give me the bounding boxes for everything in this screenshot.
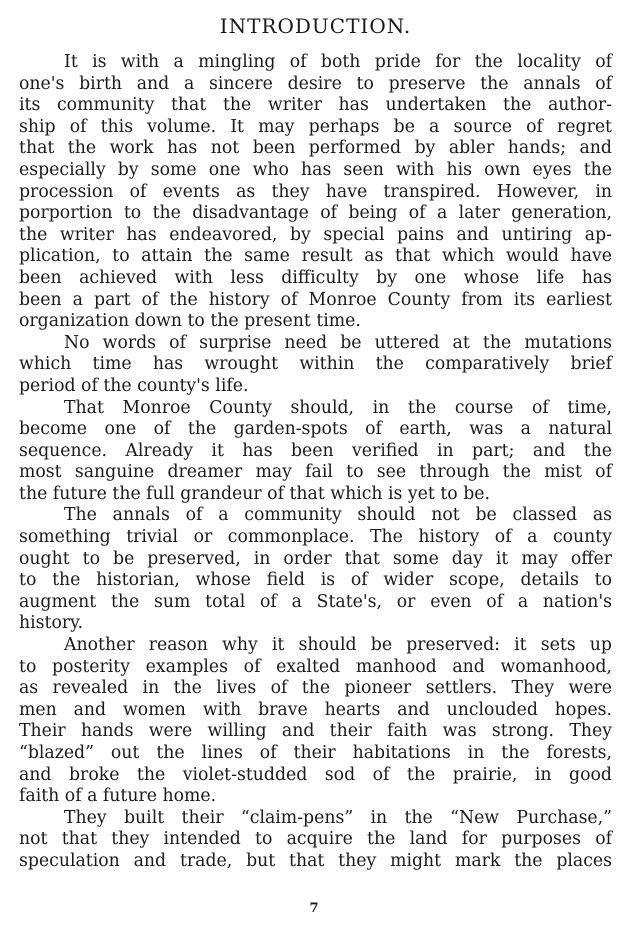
text-line: period of the county's life. [19, 375, 249, 396]
text-line: something trivial or commonplace. The history of a county [19, 527, 612, 548]
text-line: that the work has not been performed by abler hands; and [19, 138, 612, 159]
text-line: its community that the writer has undertaken the author- [19, 95, 612, 116]
text-line: That Monroe County should, in the course of time, [64, 397, 612, 418]
text-line: the future the full grandeur of that which is yet to be. [19, 483, 490, 504]
paragraph [19, 505, 612, 635]
text-line: and broke the violet-studded sod of the prairie, in good [19, 764, 612, 785]
text-line: speculation and trade, but that they might mark the places [19, 850, 612, 871]
page-number: 7 [309, 901, 319, 916]
text-line: No words of surprise need be uttered at the mutations [64, 332, 612, 353]
text-line: been a part of the history of Monroe County from its earliest [19, 289, 612, 310]
text-line: “blazed” out the lines of their habitations in the forests, [19, 743, 612, 763]
text-line: the writer has endeavored, by special pains and untiring ap- [19, 224, 612, 245]
text-line: to posterity examples of exalted manhood and womanhood, [19, 656, 612, 677]
paragraph [19, 808, 612, 873]
paragraph [19, 635, 612, 808]
paragraph [19, 398, 612, 506]
text-line: been achieved with less difficulty by one whose life has [19, 267, 612, 288]
text-line: plication, to attain the same result as that which would have [19, 246, 612, 267]
text-line: as revealed in the lives of the pioneer settlers. They were [19, 678, 612, 699]
text-line: not that they intended to acquire the land for purposes of [19, 829, 612, 850]
paragraph [19, 333, 612, 398]
text-line: Another reason why it should be preserved: it sets up [64, 635, 612, 656]
text-line: become one of the garden-spots of earth, was a natural [19, 419, 612, 440]
text-line: which time has wrought within the comparatively brief [19, 354, 612, 375]
text-line: organization down to the present time. [19, 311, 361, 332]
paragraph [19, 52, 612, 333]
text-line: ship of this volume. It may perhaps be a source of regret [19, 116, 612, 137]
text-line: augment the sum total of a State's, or even of a nation's [19, 591, 612, 612]
text-line: to the historian, whose field is of wider scope, details to [19, 570, 612, 591]
text-line: Their hands were willing and their faith was strong. They [19, 721, 612, 742]
text-line: They built their “claim-pens” in the “New Purchase,” [64, 807, 612, 828]
text-line: The annals of a community should not be classed as [64, 505, 612, 526]
text-line: faith of a future home. [19, 786, 217, 807]
text-line: history. [19, 613, 84, 634]
text-line: procession of events as they have transpired. However, in [19, 181, 612, 202]
text-line: one's birth and a sincere desire to preserve the annals of [19, 73, 612, 94]
text-line: sequence. Already it has been verified in part; and the [19, 440, 612, 461]
text-line: men and women with brave hearts and unclouded hopes. [19, 699, 612, 720]
text-line: ought to be preserved, in order that some day it may offer [19, 548, 612, 569]
text-line: most sanguine dreamer may fail to see through the mist of [19, 462, 612, 483]
text-line: porportion to the disadvantage of being of a later generation, [19, 203, 612, 224]
page-heading: INTRODUCTION. [219, 14, 412, 38]
body-text [19, 52, 612, 873]
text-line: especially by some one who has seen with his own eyes the [19, 159, 612, 180]
text-line: It is with a mingling of both pride for the locality of [64, 52, 612, 72]
